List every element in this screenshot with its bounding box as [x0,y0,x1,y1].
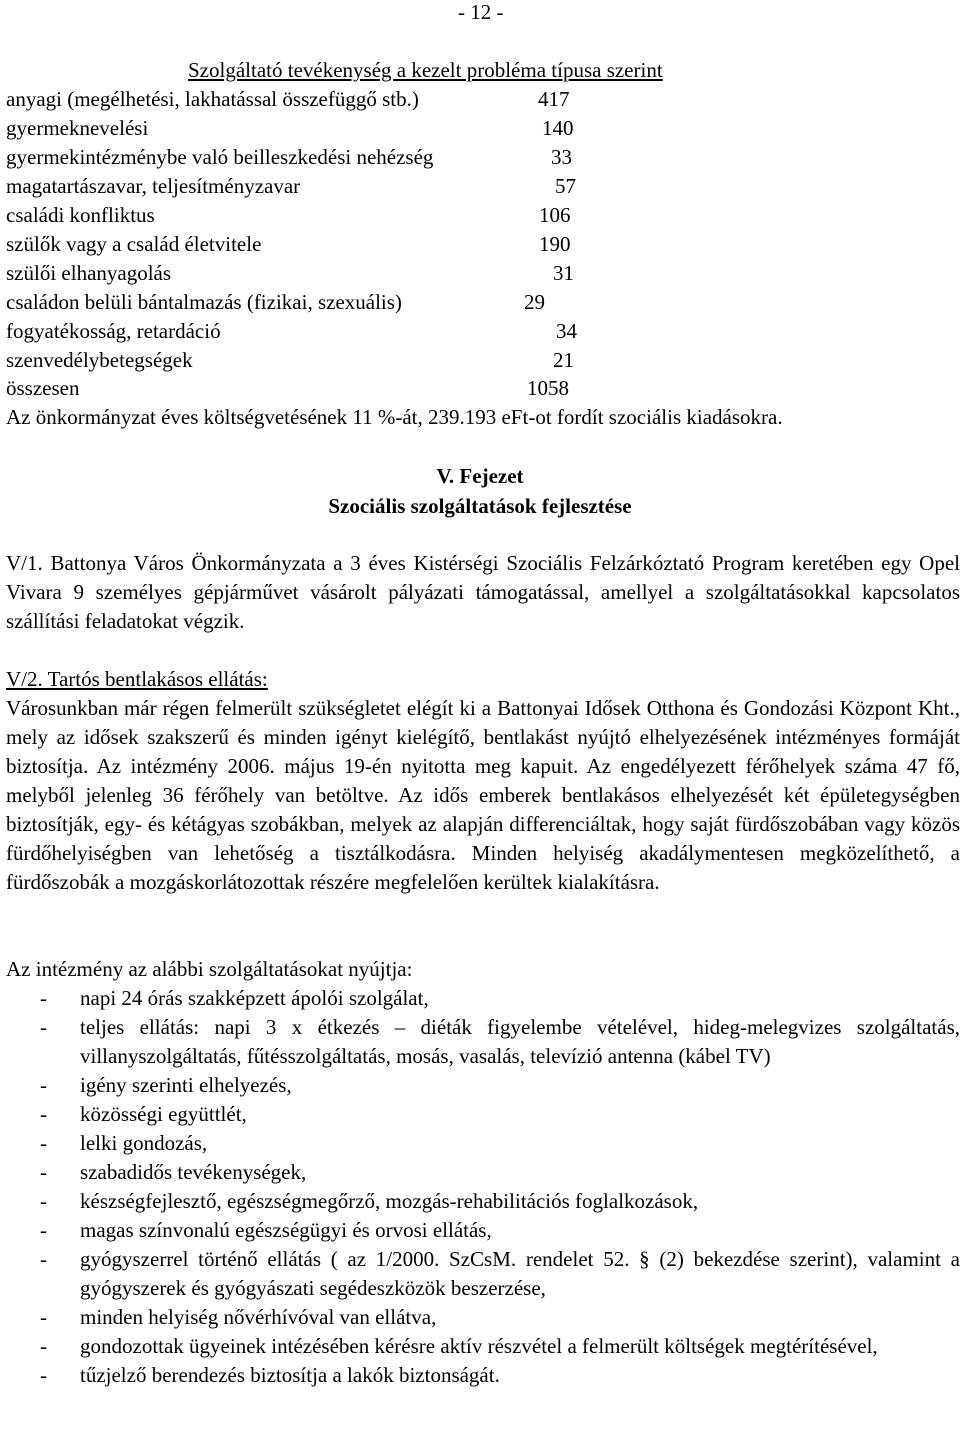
row-label: anyagi (megélhetési, lakhatással összefüggő stb.) [6,87,419,111]
service-text: közösségi együttlét, [80,1102,247,1126]
list-item: - gyógyszerrel történő ellátás ( az 1/2000. SzCsM. rendelet 52. § (2) bekezdése szerint), valamint a gyógyszerek és gyógyászati segédeszközök beszerzése, [40,1247,960,1300]
row-label: fogyatékosság, retardáció [6,319,221,343]
service-text: gondozottak ügyeinek intézésében kérésre aktív részvétel a felmerült költségek megtérítésével, [80,1334,878,1358]
table-row [6,259,574,288]
table-row [6,230,571,259]
list-item: - teljes ellátás: napi 3 x étkezés – diéták figyelembe vételével, hideg-melegvizes szolgáltatás, villanyszolgáltatás, fűtésszolgáltatás, mosás, vasalás, televízió antenna (kábel TV) [40,1015,960,1068]
row-value: 140 [542,116,574,140]
row-value: 57 [555,174,576,198]
list-item: - gondozottak ügyeinek intézésében kérésre aktív részvétel a felmerült költségek megtérítésével, [40,1334,878,1358]
row-value: 33 [551,145,572,169]
table-row [6,201,571,230]
row-value: 34 [556,319,577,343]
row-value: 29 [524,290,545,314]
row-value: 417 [538,87,570,111]
row-label: szülők vagy a család életvitele [6,232,262,256]
list-item: - lelki gondozás, [40,1131,208,1155]
service-text: igény szerinti elhelyezés, [80,1073,292,1097]
chapter-title: Szociális szolgáltatások fejlesztése [328,494,632,518]
row-value: 31 [553,261,574,285]
list-item: - igény szerinti elhelyezés, [40,1073,292,1097]
list-item: - napi 24 órás szakképzett ápolói szolgálat, [40,986,429,1010]
row-label: összesen [6,376,80,400]
section-2-paragraph: Városunkban már régen felmerült szükségletet elégít ki a Battonyai Idősek Otthona és Gondozási Központ Kht., mely az idősek szakszerű és minden igényt kielégítő, bentlakást nyújtó elhelyezésének intézményes formáját biztosítja. Az intézmény 2006. május 19-én nyitotta meg kapuit. Az engedélyezett férőhelyek száma 47 fő, melyből jelenleg 36 férőhely van betöltve. Az idős emberek bentlakásos elhelyezését két épületegységben biztosítják, egy- és kétágyas szobákban, melyek az alapján differenciáltak, hogy saját fürdőszobában vagy közös fürdőhelyiségben van lehetőség a tisztálkodásra. Minden helyiség akadálymentesen megközelíthető, a fürdőszobák a mozgáskorlátozottak részére megfelelően kerültek kialakításra. [6,696,960,894]
service-text: lelki gondozás, [80,1131,208,1155]
service-text: napi 24 órás szakképzett ápolói szolgálat, [80,986,429,1010]
row-value: 106 [539,203,571,227]
page-number: - 12 - [458,0,504,24]
table-row [6,374,569,403]
row-label: gyermekintézménybe való beilleszkedési nehézség [6,145,434,169]
row-value: 1058 [527,376,569,400]
table-row [6,288,545,317]
service-text: szabadidős tevékenységek, [80,1160,307,1184]
table-row [6,172,576,201]
table-row [6,114,574,143]
service-text: minden helyiség nővérhívóval van ellátva, [80,1305,437,1329]
service-text: gyógyszerrel történő ellátás ( az 1/2000. SzCsM. rendelet 52. § (2) bekezdése szerint), valamint a gyógyszerek és gyógyászati segédeszközök beszerzése, [80,1247,960,1300]
row-value: 190 [539,232,571,256]
row-value: 21 [553,348,574,372]
services-list [6,984,960,1390]
list-item: - minden helyiség nővérhívóval van ellátva, [40,1305,437,1329]
chapter-number: V. Fejezet [436,464,524,488]
row-label: szülői elhanyagolás [6,261,172,285]
services-intro: Az intézmény az alábbi szolgáltatásokat nyújtja: [6,957,413,981]
list-item: - tűzjelző berendezés biztosítja a lakók biztonságát. [40,1363,500,1387]
list-item: - készségfejlesztő, egészségmegőrző, mozgás-rehabilitációs foglalkozások, [40,1189,699,1213]
list-item: - szabadidős tevékenységek, [40,1160,307,1184]
table-row [6,85,570,114]
row-label: magatartászavar, teljesítményzavar [6,174,301,198]
table-row [6,317,577,346]
row-label: szenvedélybetegségek [6,348,193,372]
table-row [6,143,572,172]
service-text: magas színvonalú egészségügyi és orvosi ellátás, [80,1218,492,1242]
section-1-paragraph: V/1. Battonya Város Önkormányzata a 3 éves Kistérségi Szociális Felzárkóztató Program keretében egy Opel Vivara 9 személyes gépjárművet vásárolt pályázati támogatással, amellyel a szolgáltatásokkal kapcsolatos szállítási feladatokat végzik. [6,551,960,633]
list-item: - magas színvonalú egészségügyi és orvosi ellátás, [40,1218,492,1242]
service-text: tűzjelző berendezés biztosítja a lakók biztonságát. [80,1363,500,1387]
service-text: készségfejlesztő, egészségmegőrző, mozgás-rehabilitációs foglalkozások, [80,1189,699,1213]
table-row [6,346,574,375]
row-label: gyermeknevelési [6,116,149,140]
row-label: családi konfliktus [6,203,155,227]
table-title: Szolgáltató tevékenység a kezelt probléma típusa szerint [188,58,663,82]
list-item: - közösségi együttlét, [40,1102,247,1126]
service-text: teljes ellátás: napi 3 x étkezés – diéták figyelembe vételével, hideg-melegvizes szolgáltatás, villanyszolgáltatás, fűtésszolgáltatás, mosás, vasalás, televízió antenna (kábel TV) [80,1015,960,1068]
budget-sentence: Az önkormányzat éves költségvetésének 11 %-át, 239.193 eFt-ot fordít szociális kiadásokra. [6,405,783,429]
row-label: családon belüli bántalmazás (fizikai, szexuális) [6,290,402,314]
section-2-heading: V/2. Tartós bentlakásos ellátás: [6,667,268,691]
